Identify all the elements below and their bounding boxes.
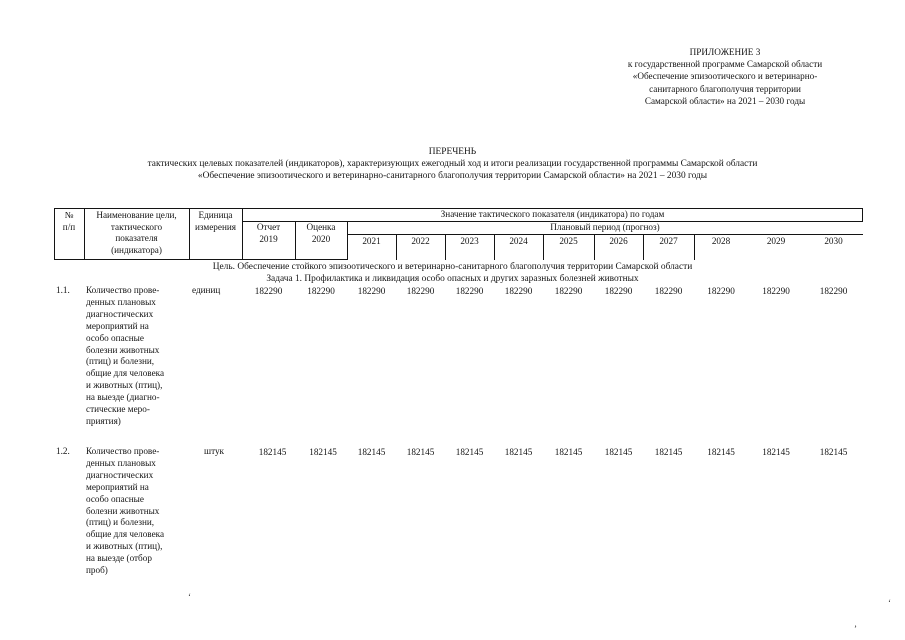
header-year: 2021 xyxy=(362,236,381,246)
value-cell: 182290 xyxy=(707,286,735,296)
header-num: № п/п xyxy=(62,210,76,232)
value-cell: 182145 xyxy=(604,447,633,457)
appendix-line: санитарного благополучия территории xyxy=(649,83,801,94)
value-cell: 182145 xyxy=(309,447,337,457)
header-year: 2030 xyxy=(824,236,843,246)
value-cell: 182290 xyxy=(604,286,633,296)
value-cell: 182145 xyxy=(357,447,386,457)
document-subtitle-line2: «Обеспечение эпизоотического и ветеринарно-санитарного благополучия территории Самарской области» на 2021 – 2030 годы xyxy=(197,171,708,181)
header-year: 2027 xyxy=(659,236,678,246)
header-name: Наименование цели, тактического показателя (индикатора) xyxy=(96,210,177,255)
value-cell: 182290 xyxy=(654,286,683,296)
value-cell: 182290 xyxy=(307,286,335,296)
appendix-line: к государственной программе Самарской области xyxy=(627,59,823,70)
value-cell: 182290 xyxy=(357,286,386,296)
appendix-line: ПРИЛОЖЕНИЕ 3 xyxy=(689,47,761,57)
value-cell: 182145 xyxy=(762,447,790,457)
header-year: 2028 xyxy=(711,236,731,246)
row-number: 1.1. xyxy=(56,285,70,295)
appendix-block xyxy=(600,46,850,107)
value-cell: 182145 xyxy=(654,447,683,457)
task-row: Задача 1. Профилактика и ликвидация особо опасных и других заразных болезней животных xyxy=(266,274,639,284)
header-year: 2026 xyxy=(609,236,628,246)
header-estimate: Оценка 2020 xyxy=(306,222,336,244)
scan-speck: ‘ xyxy=(188,592,191,602)
appendix-line: «Обеспечение эпизоотического и ветеринарно- xyxy=(632,71,818,82)
row-indicator-name: Количество прове- денных плановых диагностических мероприятий на особо опасные болезни животных (птиц) и болезни, общие для человека и животных (птиц), на выезде (отбор проб) xyxy=(86,446,165,576)
value-cell: 182145 xyxy=(258,447,287,457)
row-indicator-name: Количество прове- денных плановых диагностических мероприятий на особо опасные болезни животных (птиц) и болезни, общие для человека и животных (птиц), на выезде (диагно- стические меро- приятия) xyxy=(86,285,165,426)
value-cell: 182290 xyxy=(455,286,484,296)
value-cell: 182290 xyxy=(819,286,848,296)
value-cell: 182290 xyxy=(554,286,583,296)
appendix-line: Самарской области» на 2021 – 2030 годы xyxy=(644,95,806,106)
header-year: 2023 xyxy=(460,236,479,246)
value-cell: 182145 xyxy=(504,447,533,457)
value-cell: 182145 xyxy=(455,447,484,457)
header-year: 2029 xyxy=(766,236,786,246)
value-cell: 182290 xyxy=(504,286,533,296)
scan-speck: ’ xyxy=(854,624,857,634)
value-cell: 182290 xyxy=(254,286,283,296)
header-year: 2022 xyxy=(411,236,430,246)
document-subtitle-line1: тактических целевых показателей (индикаторов), характеризующих ежегодный ход и итоги реализации государственной программы Самарской области xyxy=(147,159,758,169)
row-unit: штук xyxy=(204,446,225,456)
scan-speck: ‘ xyxy=(888,598,891,608)
value-cell: 182145 xyxy=(707,447,735,457)
value-cell: 182290 xyxy=(406,286,435,296)
value-cell: 182145 xyxy=(819,447,848,457)
header-year: 2024 xyxy=(509,236,528,246)
row-unit: единиц xyxy=(192,285,221,295)
value-cell: 182290 xyxy=(762,286,790,296)
goal-row: Цель. Обеспечение стойкого эпизоотического и ветеринарно-санитарного благополучия территории Самарской области xyxy=(212,262,693,272)
header-unit: Единица измерения xyxy=(194,210,237,232)
document-heading: ПЕРЕЧЕНЬ xyxy=(428,147,477,157)
header-year: 2025 xyxy=(559,236,578,246)
row-number: 1.2. xyxy=(56,446,70,456)
header-report: Отчет 2019 xyxy=(256,222,281,244)
header-plan-period: Плановый период (прогноз) xyxy=(550,222,660,232)
value-cell: 182145 xyxy=(406,447,435,457)
value-cell: 182145 xyxy=(554,447,583,457)
header-values-group: Значение тактического показателя (индикатора) по годам xyxy=(440,209,665,219)
table-header xyxy=(54,208,863,260)
